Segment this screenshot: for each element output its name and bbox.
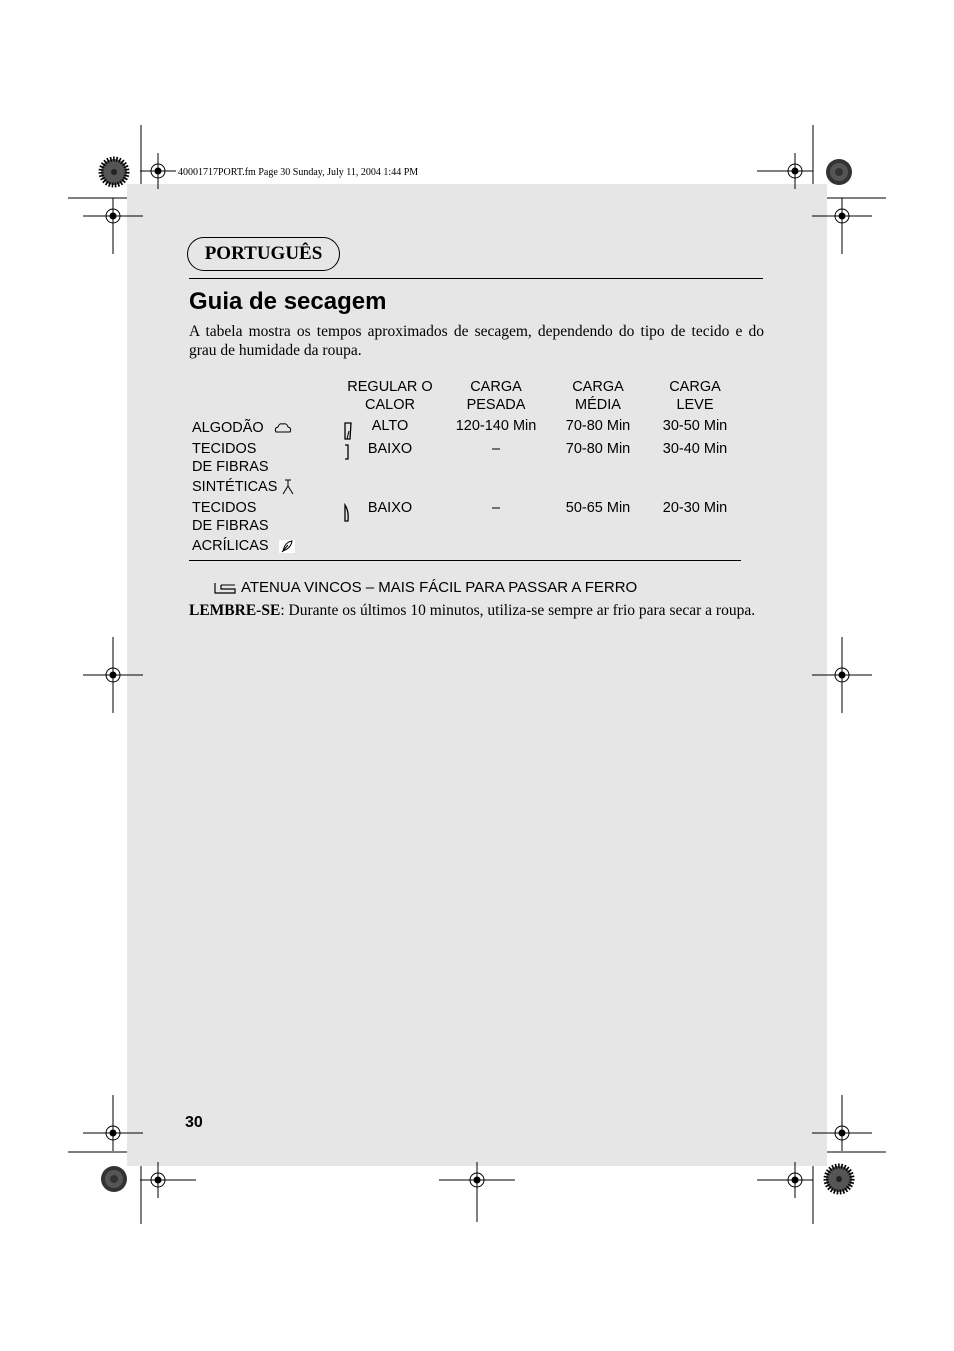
row-synthetic-label: TECIDOS DE FIBRAS SINTÉTICAS [192, 440, 295, 496]
header-heat: REGULAR O CALOR [347, 379, 433, 413]
top-rule [189, 278, 763, 279]
row-acrylic-label: TECIDOS DE FIBRAS ACRÍLICAS [192, 499, 297, 555]
heat-low-icon [342, 443, 352, 461]
heat-low-icon [342, 503, 352, 523]
language-tab: PORTUGUÊS [187, 237, 340, 271]
row-cotton-light: 30-50 Min [662, 418, 728, 434]
synthetic-icon [281, 478, 295, 496]
row-acrylic-heavy: – [491, 500, 501, 516]
intro-paragraph: A tabela mostra os tempos aproximados de secagem, dependendo do tipo de tecido e do grau de humidade da roupa. [189, 323, 764, 359]
row-acrylic-medium: 50-65 Min [565, 500, 631, 516]
reminder-text: LEMBRE-SE: Durante os últimos 10 minutos, utiliza-se sempre ar frio para secar a roupa. [189, 602, 756, 619]
cotton-icon [272, 420, 294, 436]
page-number: 30 [185, 1114, 203, 1131]
row-cotton-heavy: 120-140 Min [455, 418, 537, 434]
print-header: 40001717PORT.fm Page 30 Sunday, July 11, 2004 1:44 PM [178, 167, 419, 178]
row-cotton-heat: ALTO [371, 418, 409, 434]
row-acrylic-light: 20-30 Min [662, 500, 728, 516]
row-synthetic-light: 30-40 Min [662, 441, 728, 457]
row-acrylic-heat: BAIXO [367, 500, 413, 516]
anti-crease-icon [213, 580, 237, 596]
acrylic-icon [277, 538, 297, 554]
table-bottom-rule [189, 560, 741, 561]
row-cotton-label: ALGODÃO [192, 419, 294, 437]
header-medium-load: CARGA MÉDIA [572, 379, 624, 413]
row-synthetic-heat: BAIXO [367, 441, 413, 457]
header-light-load: CARGA LEVE [669, 379, 721, 413]
page-title: Guia de secagem [189, 288, 387, 315]
row-cotton-medium: 70-80 Min [565, 418, 631, 434]
row-synthetic-medium: 70-80 Min [565, 441, 631, 457]
row-synthetic-heavy: – [491, 441, 501, 457]
header-heavy-load: CARGA PESADA [466, 379, 526, 413]
anti-crease-note: ATENUA VINCOS – MAIS FÁCIL PARA PASSAR A FERRO [213, 579, 637, 596]
heat-high-icon [342, 421, 354, 441]
